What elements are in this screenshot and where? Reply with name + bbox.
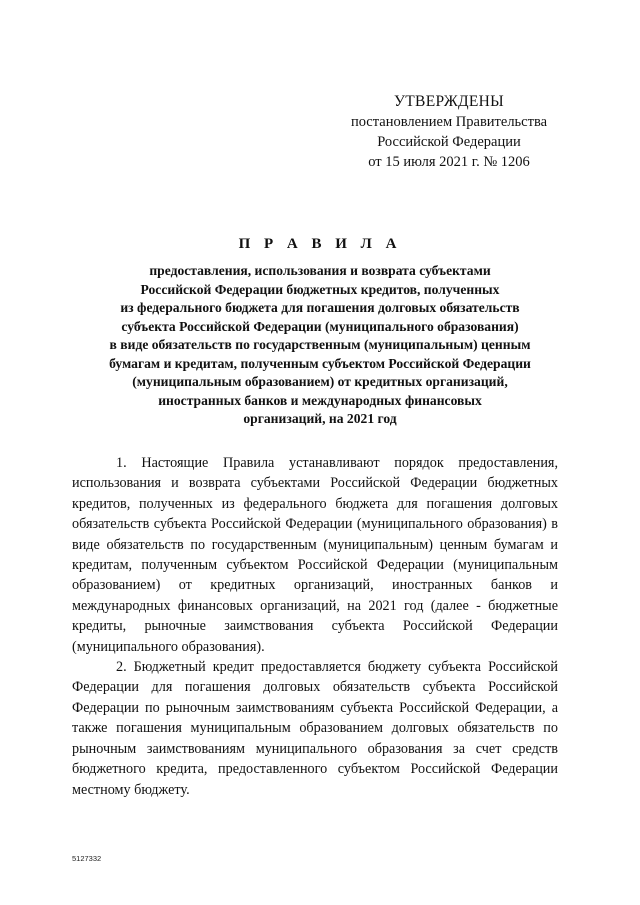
subtitle-line: в виде обязательств по государственным (муниципальным) ценным [109,337,531,352]
approval-stamp [340,92,558,172]
document-code: 5127332 [72,854,102,863]
approval-line-1: постановлением Правительства [350,114,548,130]
approved-heading: УТВЕРЖДЕНЫ [394,93,504,110]
subtitle-line: субъекта Российской Федерации (муниципального образования) [121,318,519,334]
subtitle-line: из федерального бюджета для погашения долговых обязательств [120,300,520,315]
approval-line-2: Российской Федерации [377,134,521,150]
subtitle-line: (муниципальным образованием) от кредитных организаций, [132,374,508,389]
document-title: П Р А В И Л А [238,236,402,252]
paragraph-1: 1. Настоящие Правила устанавливают порядок предоставления, использования и возврата субъектами Российской Федерации бюджетных кредитов, полученных из федерального бюджета для погашения долговых обязательств субъекта Российской Федерации (муниципального образования) в виде обязательств по государственным (муниципальным) ценным бумагам и кредитам, полученным субъектом Российской Федерации (муниципальным образованием) от кредитных организаций, иностранных банков и международных финансовых организаций, на 2021 год (далее - бюджетные кредиты, рыночные заимствования субъекта Российской Федерации (муниципального образования). [72,455,558,655]
subtitle-line: бумагам и кредитам, полученным субъектом Российской Федерации [109,355,531,371]
approval-line-3: от 15 июля 2021 г. № 1206 [368,154,530,170]
document-body [72,453,558,800]
subtitle-line: Российской Федерации бюджетных кредитов, полученных [140,281,500,297]
document-subtitle [70,262,570,429]
paragraph-2: 2. Бюджетный кредит предоставляется бюджету субъекта Российской Федерации для погашения долговых обязательств субъекта Российской Федерации по рыночным заимствованиям субъекта Российской Федерации, а также погашения муниципальным образованием долговых обязательств по рыночным заимствованиям муниципального образования за счет средств бюджетного кредита, предоставленного субъектом Российской Федерации местному бюджету. [72,659,558,798]
subtitle-line: организаций, на 2021 год [243,411,397,426]
subtitle-line: предоставления, использования и возврата субъектами [149,263,491,278]
subtitle-line: иностранных банков и международных финансовых [158,392,482,408]
